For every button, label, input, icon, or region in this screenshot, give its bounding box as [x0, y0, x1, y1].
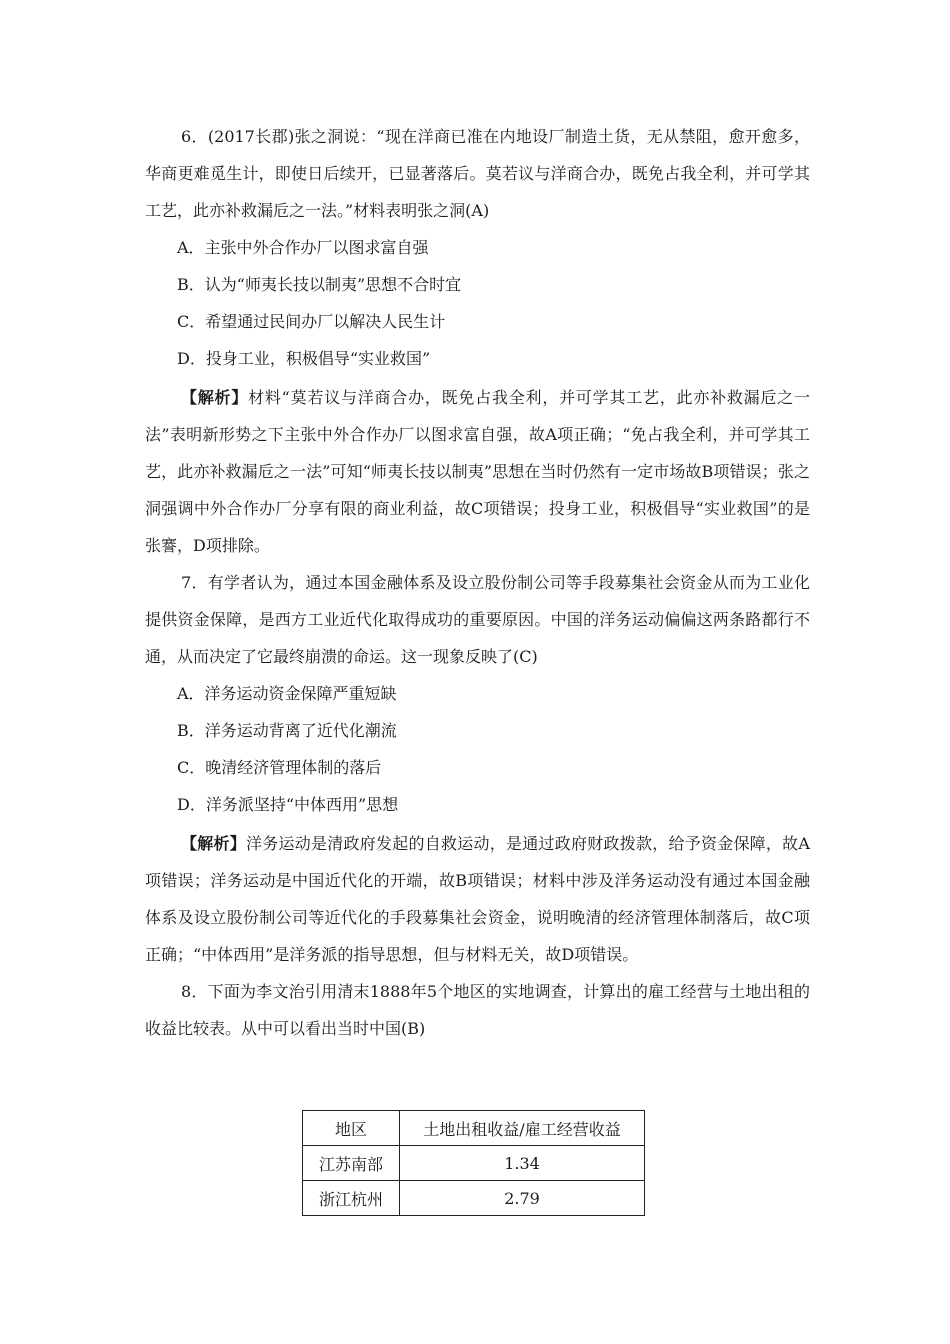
- table-cell-region: 江苏南部: [303, 1146, 400, 1181]
- analysis-tag: 【解析】: [181, 834, 246, 853]
- question-7-option-b: B．洋务运动背离了近代化潮流: [177, 721, 397, 740]
- question-6-option-c: C．希望通过民间办厂以解决人民生计: [177, 312, 446, 331]
- question-8-stem: 8．下面为李文治引用清末1888年5个地区的实地调查，计算出的雇工经营与土地出租的收益比较表。从中可以看出当时中国(B): [145, 982, 810, 1038]
- table-cell-region: 浙江杭州: [303, 1181, 400, 1216]
- analysis-text: 洋务运动是清政府发起的自救运动，是通过政府财政拨款，给予资金保障，故A项错误；洋务运动是中国近代化的开端，故B项错误；材料中涉及洋务运动没有通过本国金融体系及设立股份制公司等近代化的手段募集社会资金，说明晚清的经济管理体制落后，故C项正确；“中体西用”是洋务派的指导思想，但与材料无关，故D项错误。: [145, 834, 810, 964]
- question-6-analysis: [145, 379, 810, 564]
- question-7-option-a: A．洋务运动资金保障严重短缺: [177, 684, 397, 703]
- question-7-analysis: [145, 825, 810, 973]
- analysis-text: 材料“莫若议与洋商合办，既免占我全利，并可学其工艺，此亦补救漏卮之一法”表明新形势之下主张中外合作办厂以图求富自强，故A项正确；“免占我全利，并可学其工艺，此亦补救漏卮之一法”可知“师夷长技以制夷”思想在当时仍然有一定市场故B项错误；张之洞强调中外合作办厂分享有限的商业利益，故C项错误；投身工业，积极倡导“实业救国”的是张謇，D项排除。: [145, 388, 810, 555]
- question-6-option-d: D．投身工业，积极倡导“实业救国”: [177, 349, 431, 368]
- question-7-stem: 7．有学者认为，通过本国金融体系及设立股份制公司等手段募集社会资金从而为工业化提供资金保障，是西方工业近代化取得成功的重要原因。中国的洋务运动偏偏这两条路都行不通，从而决定了它最终崩溃的命运。这一现象反映了(C): [145, 573, 810, 666]
- table-row: [303, 1146, 645, 1181]
- table-row: [303, 1181, 645, 1216]
- question-6-stem: 6．(2017长郡)张之洞说：“现在洋商已准在内地设厂制造土货，无从禁阻，愈开愈多，华商更难觅生计，即使日后续开，已显著落后。莫若议与洋商合办，既免占我全利，并可学其工艺，此亦补救漏卮之一法。”材料表明张之洞(A): [145, 127, 810, 220]
- table-cell-ratio: 2.79: [400, 1181, 645, 1216]
- table-header-ratio: 土地出租收益/雇工经营收益: [400, 1111, 645, 1146]
- table-cell-ratio: 1.34: [400, 1146, 645, 1181]
- question-6-option-b: B．认为“师夷长技以制夷”思想不合时宜: [177, 275, 462, 294]
- document-body: [145, 118, 810, 1047]
- question-6-option-a: A．主张中外合作办厂以图求富自强: [177, 238, 429, 257]
- question-7-option-d: D．洋务派坚持“中体西用”思想: [177, 795, 399, 814]
- income-comparison-table: [302, 1110, 645, 1216]
- question-7-option-c: C．晚清经济管理体制的落后: [177, 758, 382, 777]
- table-header-region: 地区: [303, 1111, 400, 1146]
- table-header-row: [303, 1111, 645, 1146]
- analysis-tag: 【解析】: [181, 388, 249, 407]
